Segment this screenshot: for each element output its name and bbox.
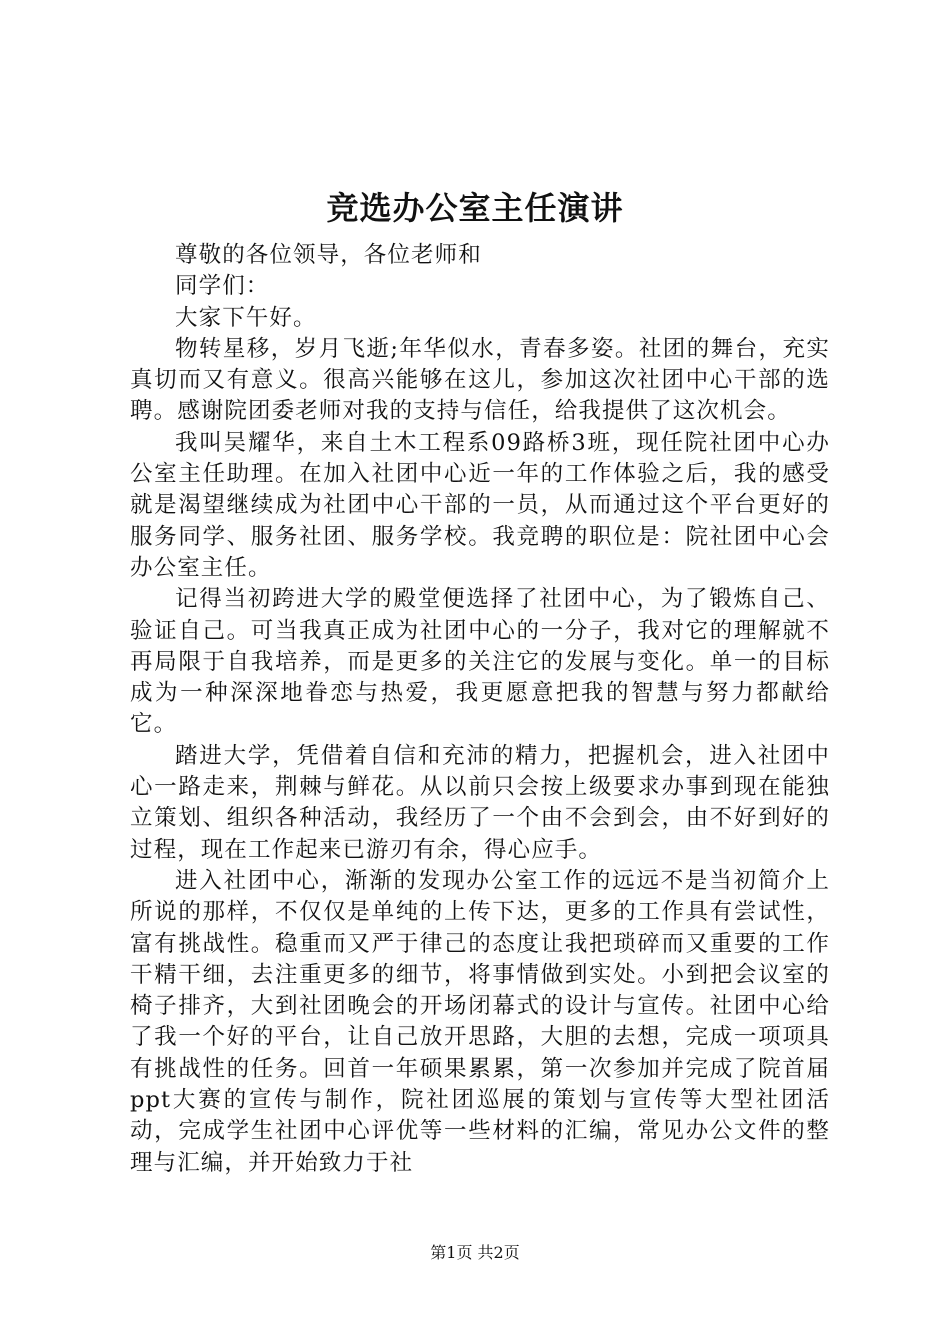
document-title: 竞选办公室主任演讲 <box>326 189 624 227</box>
paragraph-motivation: 记得当初跨进大学的殿堂便选择了社团中心，为了锻炼自己、验证自己。可当我真正成为社团中心的一分子，我对它的理解就不再局限于自我培养，而是更多的关注它的发展与变化。单一的目标成为一种深深地眷恋与热爱，我更愿意把我的智慧与努力都献给它。 <box>130 586 830 738</box>
paragraph-intro: 物转星移，岁月飞逝;年华似水，青春多姿。社团的舞台，充实真切而又有意义。很高兴能够在这儿，参加这次社团中心干部的选聘。感谢院团委老师对我的支持与信任，给我提供了这次机会。 <box>130 335 830 425</box>
paragraph-self-introduction: 我叫吴耀华，来自土木工程系09路桥3班，现任院社团中心办公室主任助理。在加入社团中心近一年的工作体验之后，我的感受就是渴望继续成为社团中心干部的一员，从而通过这个平台更好的服务同学、服务社团、服务学校。我竞聘的职位是：院社团中心会办公室主任。 <box>130 429 830 581</box>
salutation-line-2: 同学们： <box>175 273 270 300</box>
salutation-line-1: 尊敬的各位领导，各位老师和 <box>175 242 482 268</box>
paragraph-experience: 踏进大学，凭借着自信和充沛的精力，把握机会，进入社团中心一路走来，荆棘与鲜花。从以前只会按上级要求办事到现在能独立策划、组织各种活动，我经历了一个由不会到会，由不好到好的过程，现在工作起来已游刃有余，得心应手。 <box>130 742 830 863</box>
page-number-footer: 第1页 共2页 <box>430 1243 520 1262</box>
paragraph-office-work: 进入社团中心，渐渐的发现办公室工作的远远不是当初简介上所说的那样，不仅仅是单纯的上传下达，更多的工作具有尝试性，富有挑战性。稳重而又严于律己的态度让我把琐碎而又重要的工作干精干细，去注重更多的细节，将事情做到实处。小到把会议室的椅子排齐，大到社团晚会的开场闭幕式的设计与宣传。社团中心给了我一个好的平台，让自己放开思路，大胆的去想，完成一项项具有挑战性的任务。回首一年硕果累累，第一次参加并完成了院首届ppt大赛的宣传与制作，院社团巡展的策划与宣传等大型社团活动，完成学生社团中心评优等一些材料的汇编，常见办公文件的整理与汇编，并开始致力于社 <box>130 867 830 1176</box>
greeting: 大家下午好。 <box>175 304 317 331</box>
document-body <box>130 240 830 1179</box>
